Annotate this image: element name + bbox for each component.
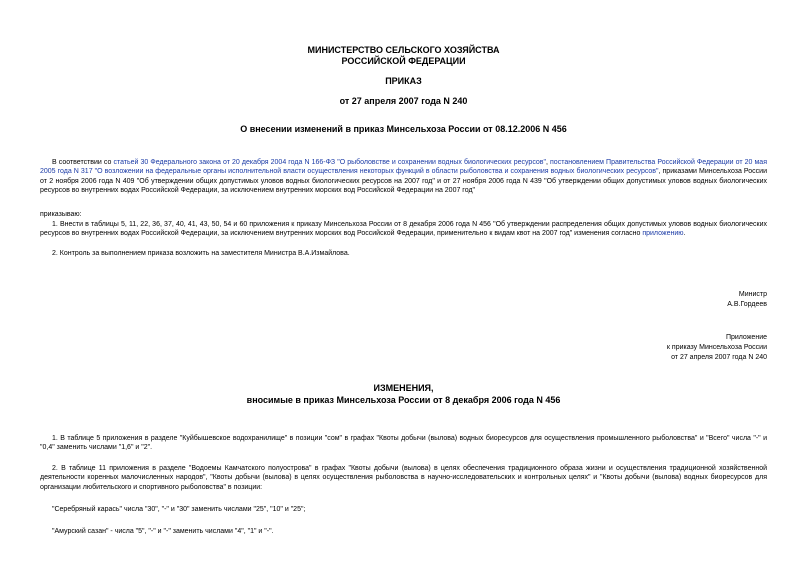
changes-subtitle: вносимые в приказ Минсельхоза России от 8 декабря 2006 года N 456 bbox=[246, 395, 561, 405]
doc-date: от 27 апреля 2007 года N 240 bbox=[339, 96, 468, 106]
ministry-line-1: МИНИСТЕРСТВО СЕЛЬСКОГО ХОЗЯЙСТВА bbox=[307, 45, 500, 55]
item-1-text-1: 1. Внести в таблицы 5, 11, 22, 36, 37, 40, 41, 43, 50, 54 и 60 приложения к приказу Минсельхоза России от 8 декабря 2006 года N 456 "Об утверждении распределения общих допустимых уловов водных биологических ресурсов во внутренних водах Российской Федерации, за исключением внутренних морских вод Российской Федерации, применительно к видам квот на 2007 год" изменения согласно bbox=[40, 221, 767, 238]
preamble-text-1: В соответствии со bbox=[52, 159, 114, 166]
appendix-reference bbox=[667, 333, 767, 363]
item-2-paragraph: 2. Контроль за выполнением приказа возложить на заместителя Министра В.А.Измайлова. bbox=[52, 250, 350, 257]
appendix-ref-line-3: от 27 апреля 2007 года N 240 bbox=[671, 354, 767, 361]
change-2a-paragraph: "Серебряный карась" числа "30", "-" и "30" заменить числами "25", "10" и "25"; bbox=[52, 506, 306, 513]
preamble-text-2: , bbox=[546, 159, 551, 166]
appendix-ref-line-2: к приказу Минсельхоза России bbox=[666, 344, 767, 351]
change-1-paragraph: 1. В таблице 5 приложения в разделе "Куйбышевское водохранилище" в позиции "сом" в графах "Квоты добычи (вылова) водных биоресурсов для осуществления промышленного рыболовства" и "Всего" числа "-" и "0,4" заменить числами "1,6" и "2". bbox=[40, 435, 767, 452]
change-2b-paragraph: "Амурский сазан" - числа "5", "-" и "-" заменить числами "4", "1" и "-". bbox=[52, 528, 274, 535]
signature-position: Министр bbox=[738, 291, 767, 298]
item-1-text-2: . bbox=[683, 230, 686, 238]
preamble-paragraph bbox=[40, 158, 767, 195]
doc-title: О внесении изменений в приказ Минсельхоза России от 08.12.2006 N 456 bbox=[240, 124, 567, 134]
federal-law-link[interactable]: статьей 30 Федерального закона от 20 декабря 2004 года N 166-ФЗ "О рыболовстве и сохранении водных биологических ресурсов" bbox=[113, 159, 546, 166]
signature-block bbox=[727, 290, 767, 310]
appendix-ref-line-1: Приложение bbox=[725, 334, 767, 341]
change-2-paragraph: 2. В таблице 11 приложения в разделе "Водоемы Камчатского полуострова" в графах "Квоты добычи (вылова) в целях обеспечения традиционного образа жизни и осуществления традиционной хозяйственной деятельности коренных малочисленных народов", "Квоты добычи (вылова) в целях осуществления рыболовства в научно-исследовательских и контрольных целях" и "Квоты добычи (вылова) водных биоресурсов для организации любительского и спортивного рыболовства" в позиции: bbox=[40, 465, 767, 491]
ministry-line-2: РОССИЙСКОЙ ФЕДЕРАЦИИ bbox=[341, 56, 466, 66]
doc-type: ПРИКАЗ bbox=[385, 76, 422, 86]
order-word: приказываю: bbox=[40, 211, 82, 218]
changes-title: ИЗМЕНЕНИЯ, bbox=[373, 383, 434, 393]
government-decree-link[interactable]: постановлением Правительства Российской Федерации от 20 мая 2005 года N 317 "О возложении на федеральные органы исполнительной власти осуществления некоторых функций в области рыболовства и сохранения водных биологических ресурсов" bbox=[40, 159, 767, 176]
item-1-paragraph bbox=[40, 220, 767, 239]
preamble-text-3: , приказами Минсельхоза России от 2 ноября 2006 года N 409 "Об утверждении общих допустимых уловов водных биологических ресурсов на 2007 год" и от 27 ноября 2006 года N 439 "Об утверждении общих допустимых уловов водных биологических ресурсов во внутренних водах Российской Федерации, за исключением внутренних морских вод Российской Федерации на 2007 год" bbox=[40, 168, 767, 194]
appendix-link[interactable]: приложению bbox=[642, 230, 684, 238]
signature-name: А.В.Гордеев bbox=[727, 301, 767, 308]
